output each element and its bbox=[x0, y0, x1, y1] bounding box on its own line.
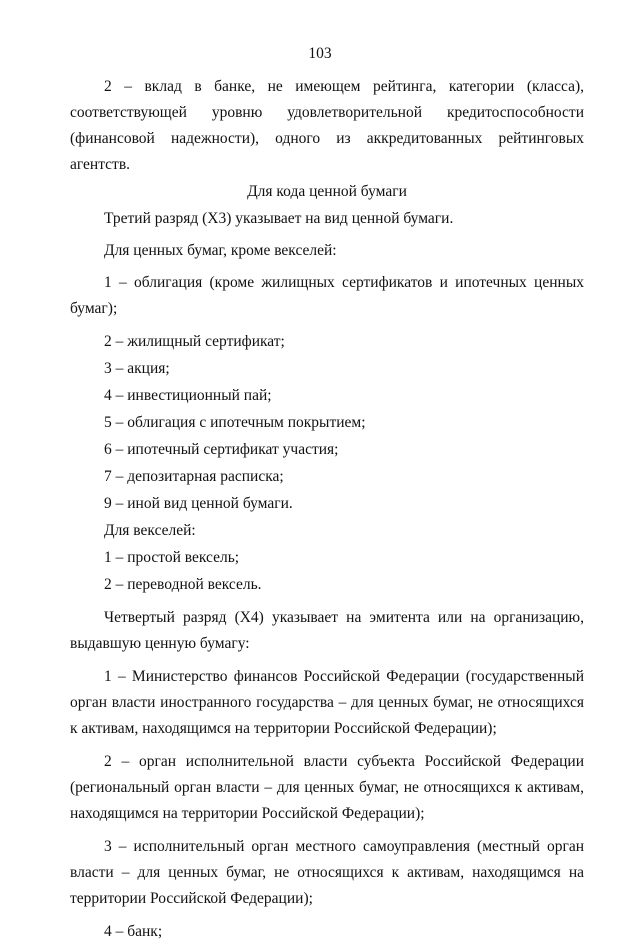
paragraph: 4 – банк; bbox=[104, 923, 163, 940]
paragraph: 3 – исполнительный орган местного самоуправления (местный орган власти – для ценных бумаг, не относящихся к активам, находящимся на территории Российской Федерации); bbox=[70, 838, 584, 907]
paragraph: Четвертый разряд (Х4) указывает на эмитента или на организацию, выдавшую ценную бумагу: bbox=[70, 609, 584, 652]
paragraph: 1 – Министерство финансов Российской Федерации (государственный орган власти иностранного государства – для ценных бумаг, не относящихся к активам, находящимся на территории Российской Федерации); bbox=[70, 668, 584, 737]
paragraph: 5 – облигация с ипотечным покрытием; bbox=[104, 414, 366, 431]
paragraph: 3 – акция; bbox=[104, 360, 170, 377]
paragraph: 2 – вклад в банке, не имеющем рейтинга, категории (класса), соответствующей уровню удовлетворительной кредитоспособности (финансовой надежности), одного из аккредитованных рейтинговых агентств. bbox=[70, 78, 584, 173]
paragraph: Для ценных бумаг, кроме векселей: bbox=[104, 242, 337, 259]
page-number: 103 bbox=[308, 45, 332, 62]
paragraph: 6 – ипотечный сертификат участия; bbox=[104, 441, 339, 458]
paragraph: Третий разряд (Х3) указывает на вид ценной бумаги. bbox=[104, 210, 454, 227]
document-body bbox=[70, 74, 584, 945]
paragraph: 2 – орган исполнительной власти субъекта Российской Федерации (региональный орган власти – для ценных бумаг, не относящихся к активам, находящимся на территории Российской Федерации); bbox=[70, 753, 584, 822]
paragraph: Для векселей: bbox=[104, 522, 196, 539]
paragraph: 9 – иной вид ценной бумаги. bbox=[104, 495, 293, 512]
paragraph: 4 – инвестиционный пай; bbox=[104, 387, 272, 404]
paragraph: 7 – депозитарная расписка; bbox=[104, 468, 284, 485]
paragraph: 2 – жилищный сертификат; bbox=[104, 333, 285, 350]
paragraph: 1 – простой вексель; bbox=[104, 549, 240, 566]
paragraph: 1 – облигация (кроме жилищных сертификатов и ипотечных ценных бумаг); bbox=[70, 274, 584, 317]
paragraph: 2 – переводной вексель. bbox=[104, 576, 262, 593]
section-heading: Для кода ценной бумаги bbox=[247, 183, 407, 200]
